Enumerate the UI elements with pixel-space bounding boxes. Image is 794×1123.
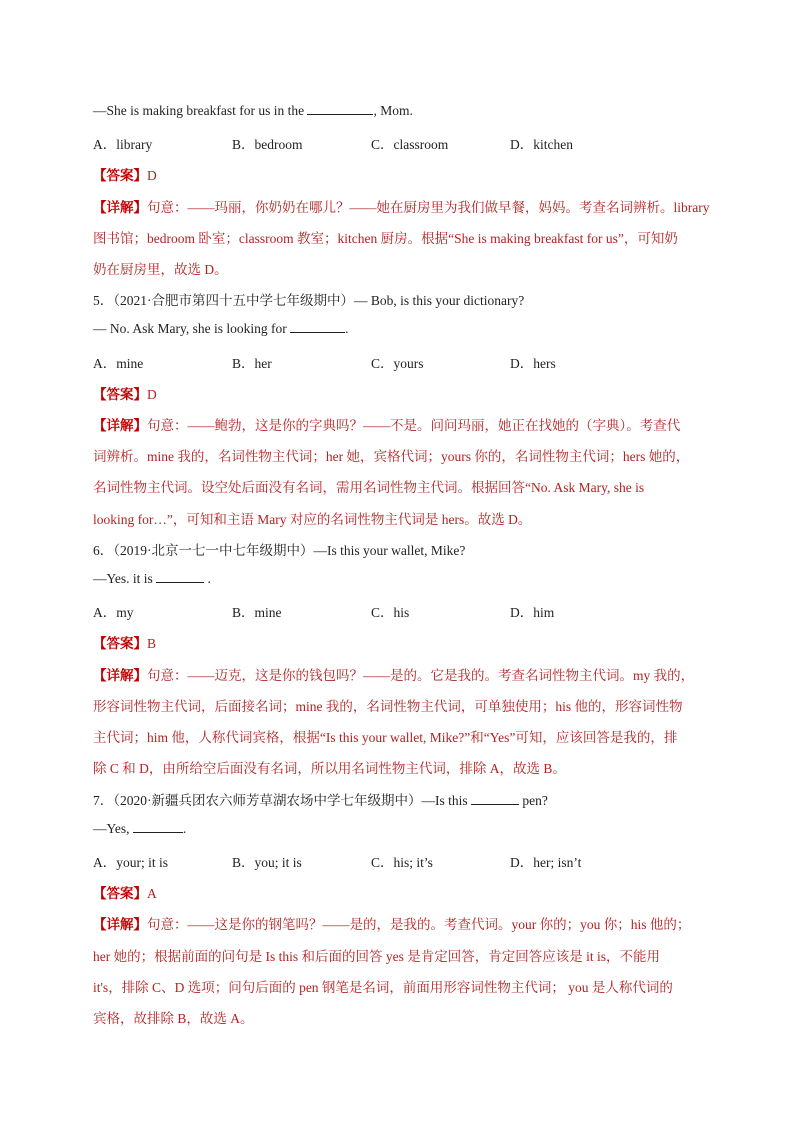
q7-line2: —Yes, . — [93, 821, 187, 836]
blank — [156, 570, 204, 583]
option-c: C．his — [371, 605, 410, 620]
option-c: C．his; it’s — [371, 855, 433, 870]
q5-line2: — No. Ask Mary, she is looking for . — [93, 321, 349, 336]
q4-detail-1: 【详解】句意：——玛丽，你奶奶在哪儿？——她在厨房里为我们做早餐，妈妈。考查名词辨析。library — [93, 200, 710, 215]
q7-answer: 【答案】A — [93, 886, 157, 901]
option-a: A．your; it is — [93, 855, 169, 870]
q5-detail-1: 【详解】句意：——鲍勃，这是你的字典吗？——不是。问问玛丽，她正在找她的（字典）。考查代 — [93, 418, 681, 433]
blank — [290, 320, 345, 333]
option-b: B．mine — [232, 605, 282, 620]
option-c: C．classroom — [371, 137, 449, 152]
option-a: A．my — [93, 605, 134, 620]
q5-line1: 5．（2021·合肥市第四十五中学七年级期中）— Bob, is this your dictionary? — [93, 293, 525, 308]
option-d: D．him — [510, 605, 555, 620]
option-b: B．you; it is — [232, 855, 302, 870]
q7-line1: 7．（2020·新疆兵团农六师芳草湖农场中学七年级期中）—Is this pen? — [93, 793, 548, 808]
blank — [133, 820, 183, 833]
option-d: D．kitchen — [510, 137, 573, 152]
q6-answer: 【答案】B — [93, 636, 157, 651]
option-b: B．her — [232, 356, 272, 371]
q5-detail-2: 词辨析。mine 我的，名词性物主代词；her 她，宾格代词；yours 你的，名词性物主代词；hers 她的， — [93, 449, 690, 464]
q5-detail-3: 名词性物主代词。设空处后面没有名词，需用名词性物主代词。根据回答“No. Ask Mary, she is — [93, 480, 645, 495]
q7-detail-4: 宾格，故排除 B，故选 A。 — [93, 1011, 254, 1026]
q6-detail-1: 【详解】句意：——迈克，这是你的钱包吗？——是的。它是我的。考查名词性物主代词。my 我的， — [93, 668, 695, 683]
q6-detail-3: 主代词；him 他，人称代词宾格，根据“Is this your wallet, Mike?”和“Yes”可知，应该回答是我的，排 — [93, 730, 678, 745]
blank — [307, 102, 373, 115]
q7-detail-3: it's，排除 C、D 选项；问句后面的 pen 钢笔是名词，前面用形容词性物主代词； you 是人称代词的 — [93, 980, 673, 995]
option-a: A．mine — [93, 356, 144, 371]
q6-detail-2: 形容词性物主代词，后面接名词；mine 我的，名词性物主代词，可单独使用；his 他的，形容词性物 — [93, 699, 683, 714]
q4-detail-2: 图书馆；bedroom 卧室；classroom 教室；kitchen 厨房。根据“She is making breakfast for us”，可知奶 — [93, 231, 678, 246]
option-d: D．her; isn’t — [510, 855, 582, 870]
q4-line2: —She is making breakfast for us in the , Mom. — [93, 103, 413, 118]
option-b: B．bedroom — [232, 137, 303, 152]
q7-detail-2: her 她的；根据前面的问句是 Is this 和后面的回答 yes 是肯定回答，肯定回答应该是 it is，不能用 — [93, 949, 660, 964]
q4-detail-3: 奶在厨房里，故选 D。 — [93, 262, 228, 277]
q6-line2: —Yes. it is . — [93, 571, 211, 586]
q7-detail-1: 【详解】句意：——这是你的钢笔吗？——是的，是我的。考查代词。your 你的；you 你；his 他的； — [93, 917, 691, 932]
option-c: C．yours — [371, 356, 424, 371]
q6-detail-4: 除 C 和 D，由所给空后面没有名词，所以用名词性物主代词，排除 A，故选 B。 — [93, 761, 566, 776]
q6-line1: 6．（2019·北京一七一中七年级期中）—Is this your wallet, Mike? — [93, 543, 466, 558]
blank — [471, 792, 519, 805]
option-d: D．hers — [510, 356, 556, 371]
q5-detail-4: looking for…”，可知和主语 Mary 对应的名词性物主代词是 hers。故选 D。 — [93, 512, 532, 527]
q4-answer: 【答案】D — [93, 168, 157, 183]
option-a: A．library — [93, 137, 153, 152]
q5-answer: 【答案】D — [93, 387, 157, 402]
